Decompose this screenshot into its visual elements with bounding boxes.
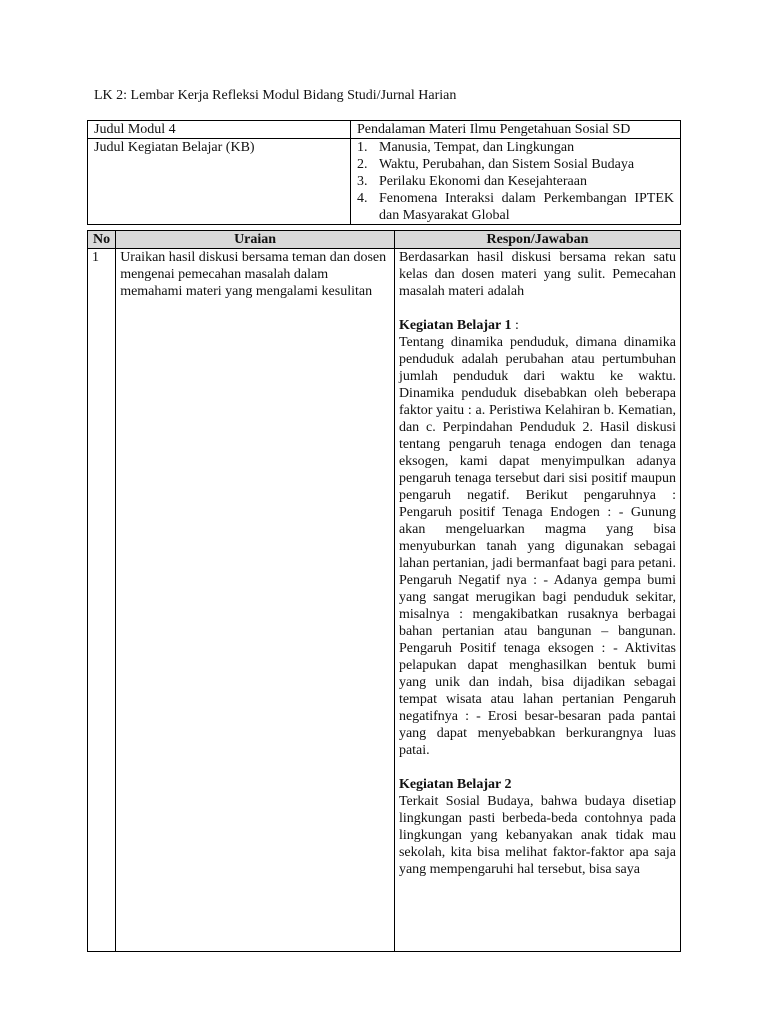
kb-label: Judul Kegiatan Belajar (KB) — [88, 139, 351, 225]
kb-item — [357, 190, 674, 224]
row-uraian: Uraikan hasil diskusi bersama teman dan dosen mengenai pemecahan masalah dalam memahami materi yang mengalami kesulitan — [116, 249, 395, 952]
kb1-colon: : — [511, 318, 519, 333]
table-row — [88, 249, 681, 952]
header-respon: Respon/Jawaban — [394, 231, 680, 249]
kb-item — [357, 156, 674, 173]
modul-label: Judul Modul 4 — [88, 121, 351, 139]
page-title: LK 2: Lembar Kerja Refleksi Modul Bidang Studi/Jurnal Harian — [94, 88, 457, 103]
kb-row — [88, 139, 681, 225]
row-number: 1 — [88, 249, 116, 952]
kb-item-text: Perilaku Ekonomi dan Kesejahteraan — [379, 174, 587, 189]
kb-item-text: Waktu, Perubahan, dan Sistem Sosial Budaya — [379, 157, 635, 172]
header-no: No — [88, 231, 116, 249]
kb2-text: Terkait Sosial Budaya, bahwa budaya disetiap lingkungan pasti berbeda-beda contohnya pada lingkungan yang kebanyakan anak tidak mau sekolah, kita bisa melihat faktor-faktor apa saja yang mempengaruhi hal tersebut, bisa saya — [398, 794, 676, 877]
kb-item-number: 4. — [357, 191, 368, 206]
module-info-table — [87, 120, 681, 225]
reflection-table — [87, 230, 681, 952]
modul-value: Pendalaman Materi Ilmu Pengetahuan Sosial SD — [351, 121, 681, 139]
header-uraian: Uraian — [116, 231, 395, 249]
response-body — [399, 249, 676, 878]
kb1-title: Kegiatan Belajar 1 — [398, 318, 512, 333]
kb-item-number: 3. — [357, 174, 368, 189]
kb-item-number: 1. — [357, 140, 368, 155]
kb-list-cell — [351, 139, 681, 225]
kb1-text: Tentang dinamika penduduk, dimana dinamika penduduk adalah perubahan atau pertumbuhan jumlah penduduk dari waktu ke waktu. Dinamika penduduk disebabkan oleh beberapa faktor yaitu : a. Peristiwa Kelahiran b. Kematian, dan c. Perpindahan Penduduk 2. Hasil diskusi tentang pengaruh tenaga endogen dan tenaga eksogen, kami dapat menyimpulkan adanya pengaruh tenaga tersebut dari sisi positif maupun pengaruh negatif. Berikut pengaruhnya : Pengaruh positif Tenaga Endogen : - Gunung akan mengeluarkan magma yang bisa menyuburkan tanah yang digunakan sebagai lahan pertanian, jadi bermanfaat bagi para petani. Pengaruh Negatif nya : - Adanya gempa bumi yang sangat merugikan bagi penduduk sekitar, misalnya : mengakibatkan rusaknya berbagai bahan pertanian atau bangunan – bangunan. Pengaruh Positif tenaga eksogen : - Aktivitas pelapukan dapat menghasilkan bentuk bumi yang unik dan indah, bisa dijadikan sebagai tempat wisata atau lahan pertanian Pengaruh negatifnya : - Erosi besar-besaran pada pantai yang dapat menyebabkan berkurangnya luas patai. — [398, 335, 676, 758]
kb-item — [357, 139, 674, 156]
row-response — [394, 249, 680, 952]
response-intro: Berdasarkan hasil diskusi bersama rekan satu kelas dan dosen materi yang sulit. Pemecahan masalah materi adalah — [398, 250, 676, 299]
kb-item — [357, 173, 674, 190]
table-header-row — [88, 231, 681, 249]
kb-item-text: Fenomena Interaksi dalam Perkembangan IPTEK dan Masyarakat Global — [379, 191, 674, 223]
kb-item-text: Manusia, Tempat, dan Lingkungan — [379, 140, 575, 155]
kb2-title: Kegiatan Belajar 2 — [398, 777, 512, 792]
kb-item-number: 2. — [357, 157, 368, 172]
kb-list — [357, 139, 674, 224]
modul-row — [88, 121, 681, 139]
kb1-heading — [399, 317, 676, 334]
